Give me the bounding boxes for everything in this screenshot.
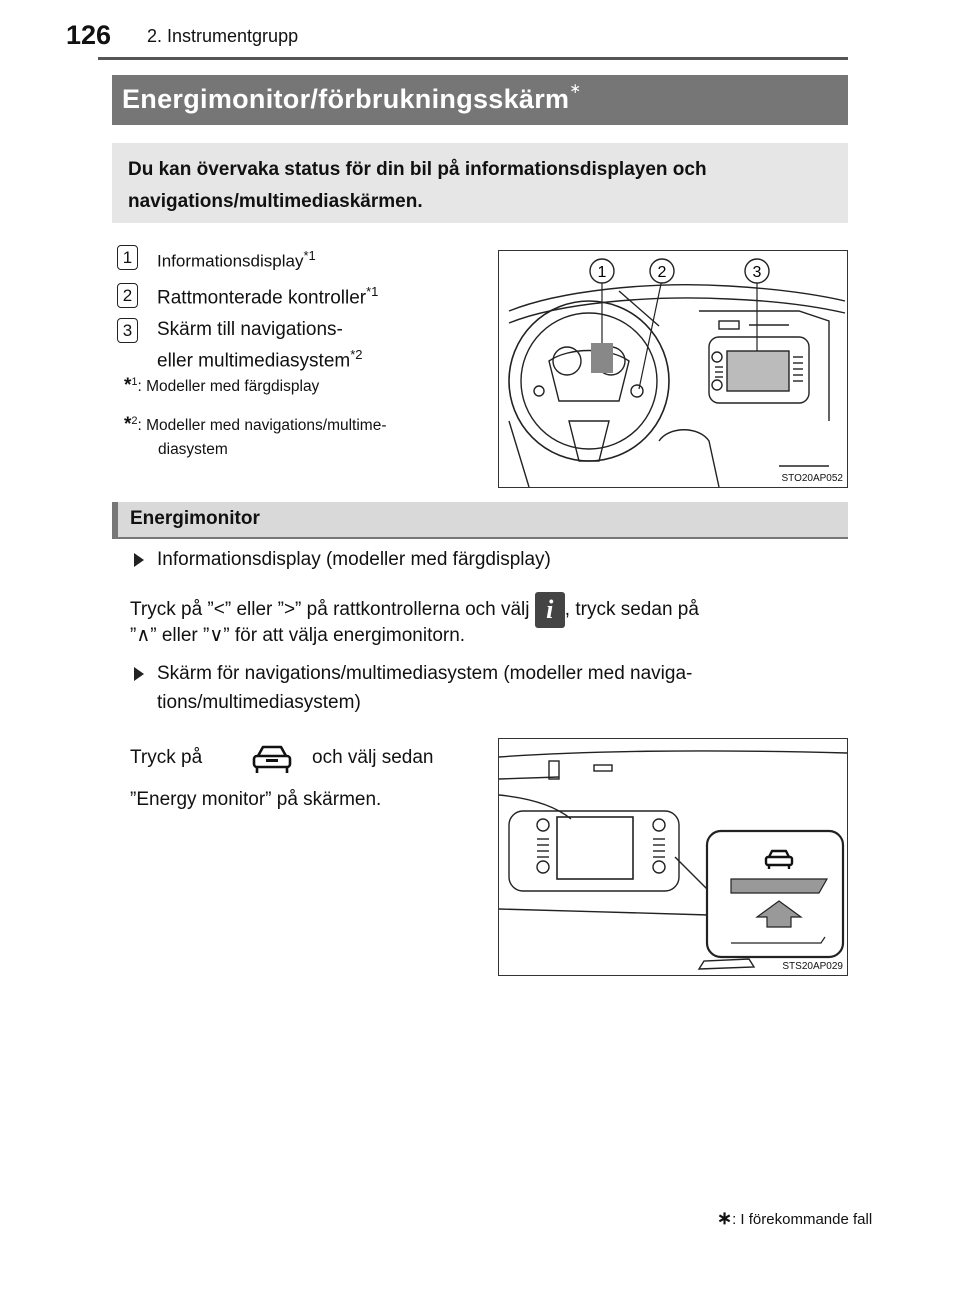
dashboard-illustration [499,251,847,487]
item-3-line1: Skärm till navigations- [157,319,343,340]
multimedia-illustration [499,739,847,975]
item-2-text: Rattmonterade kontroller [157,287,367,309]
footnote-mark: ∗ [717,1208,733,1228]
header-rule [98,57,848,60]
note-2-text: : Modeller med navigations/multime- [137,417,387,434]
item-1 [157,248,316,272]
item-3-line2 [157,347,363,372]
footnote [717,1208,872,1229]
paragraph-1-line2: ”∧” eller ”∨” för att välja energimonitorn. [130,625,466,646]
chapter-title: 2. Instrumentgrupp [147,26,299,46]
bullet-1: Informationsdisplay (modeller med färgdisplay) [157,549,551,570]
paragraph-1-part1: Tryck på ”<” eller ”>” på rattkontrollerna och välj [130,599,530,621]
paragraph-1-part2: , tryck sedan på [564,599,699,621]
item-2-sup: *1 [366,284,379,299]
section-title-mark: ∗ [569,80,582,96]
note-2-star: * [124,414,132,435]
callout-1: 1 [597,264,607,281]
callout-3: 3 [752,264,762,281]
paragraph-2-part1: Tryck på [130,747,203,768]
note-2 [124,414,387,436]
callout-2: 2 [657,264,667,281]
paragraph-2-line2: ”Energy monitor” på skärmen. [130,789,382,810]
bullet-2-line2: tions/multimediasystem) [157,692,361,713]
intro-text: Du kan övervaka status för din bil på informationsdisplayen och navigations/multimediaskärmen. [128,159,707,212]
item-3-sup: *2 [350,347,363,362]
item-1-sup: *1 [303,248,316,263]
dashboard-figure [498,250,848,488]
bullet-triangle-icon [134,553,144,567]
multimedia-figure [498,738,848,976]
bullet-2-line1: Skärm för navigations/multimediasystem (modeller med naviga- [157,663,693,684]
note-2-sup: 2 [131,414,138,427]
section-title-text: Energimonitor/förbrukningsskärm [122,84,570,114]
note-1 [124,375,319,397]
section-title [122,80,582,115]
bullet-triangle-icon [134,667,144,681]
note-1-text: : Modeller med färgdisplay [137,378,320,395]
paragraph-2-part2: och välj sedan [312,747,434,768]
car-icon [250,744,294,776]
item-badge-3: 3 [117,318,138,343]
item-1-text: Informationsdisplay [157,251,304,271]
item-3-text: eller multimediasystem [157,350,351,372]
subsection-marker [112,502,118,539]
figure2-caption: STS20AP029 [782,961,843,972]
subsection-title: Energimonitor [130,508,260,529]
note-1-sup: 1 [131,375,138,388]
note-1-star: * [124,375,132,396]
footnote-text: : I förekommande fall [732,1211,873,1228]
item-badge-1: 1 [117,245,138,270]
page-number: 126 [66,20,112,50]
item-2 [157,284,378,309]
note-2-line2: diasystem [158,441,228,458]
info-icon: i [535,592,565,628]
figure1-caption: STO20AP052 [781,473,843,484]
item-badge-2: 2 [117,283,138,308]
